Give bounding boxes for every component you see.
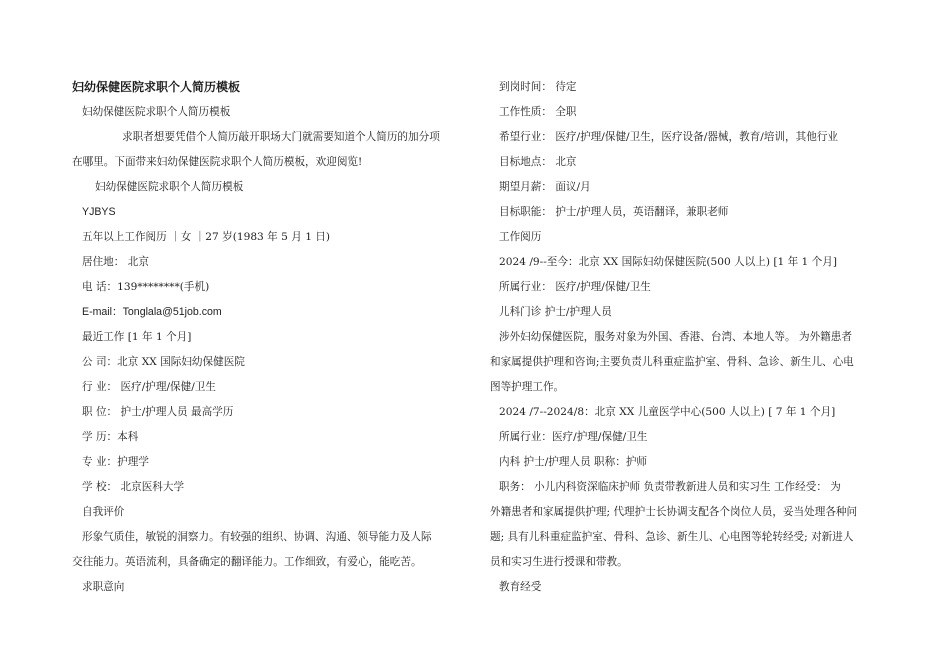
school-field: 学 校： 北京医科大学 — [82, 481, 185, 493]
major-field: 专 业：护理学 — [82, 456, 149, 468]
job2-dept: 内科 护士/护理人员 职称：护师 — [499, 456, 648, 468]
start-time-field: 到岗时间： 待定 — [499, 81, 577, 93]
position-field: 职 位： 护士/护理人员 最高学历 — [82, 406, 234, 418]
job1-period: 2024 /9--至今：北京 XX 国际妇幼保健医院(500 人以上) [1 年 1 个月] — [499, 256, 837, 268]
self-eval-line-1: 形象气质佳，敏锐的洞察力。有较强的组织、协调、沟通、领导能力及人际 — [82, 531, 432, 543]
summary-line: 五年以上工作阅历 ｜女 ｜27 岁(1983 年 5 月 1 日) — [82, 231, 331, 243]
job1-desc-line-3: 图等护理工作。 — [490, 381, 565, 393]
resume-code: YJBYS — [82, 206, 116, 218]
job1-dept: 儿科门诊 护士/护理人员 — [499, 306, 612, 318]
intro-line-2: 在哪里。下面带来妇幼保健医院求职个人简历模板，欢迎阅览! — [72, 156, 363, 168]
subtitle: 妇幼保健医院求职个人简历模板 — [82, 106, 231, 118]
desired-industry-field: 希望行业： 医疗/护理/保健/卫生，医疗设备/器械，教育/培训，其他行业 — [499, 131, 839, 143]
industry-field: 行 业： 医疗/护理/保健/卫生 — [82, 381, 216, 393]
job1-industry: 所属行业： 医疗/护理/保健/卫生 — [499, 281, 651, 293]
education-field: 学 历：本科 — [82, 431, 139, 443]
target-location-field: 目标地点： 北京 — [499, 156, 577, 168]
job1-desc-line-2: 和家属提供护理和咨询;主要负责儿科重症监护室、骨科、急诊、新生儿、心电 — [490, 356, 854, 368]
recent-work: 最近工作 [1 年 1 个月] — [82, 331, 192, 343]
work-history-heading: 工作阅历 — [499, 231, 542, 243]
job2-desc-line-3: 题; 具有儿科重症监护室、骨科、急诊、新生儿、心电图等轮转经受; 对新进人 — [490, 531, 854, 543]
self-eval-line-2: 交往能力。英语流利，具备确定的翻译能力。工作细致，有爱心，能吃苦。 — [72, 556, 422, 568]
intention-heading: 求职意向 — [82, 581, 125, 593]
target-job-field: 目标职能： 护士/护理人员，英语翻译，兼职老师 — [499, 206, 729, 218]
education-heading: 教育经受 — [499, 581, 542, 593]
company-field: 公 司：北京 XX 国际妇幼保健医院 — [82, 356, 245, 368]
job2-period: 2024 /7--2024/8：北京 XX 儿童医学中心(500 人以上) [ 7 年 1 个月] — [499, 406, 836, 418]
job1-desc-line-1: 涉外妇幼保健医院，服务对象为外国、香港、台湾、本地人等。 为外籍患者 — [499, 331, 852, 343]
job2-desc-line-2: 外籍患者和家属提供护理; 代理护士长协调支配各个岗位人员，妥当处理各种问 — [490, 506, 858, 518]
phone-field: 电 话：139********(手机) — [82, 281, 210, 293]
subtitle-2: 妇幼保健医院求职个人简历模板 — [95, 181, 244, 193]
job2-industry: 所属行业：医疗/护理/保健/卫生 — [499, 431, 648, 443]
self-eval-heading: 自我评价 — [82, 506, 125, 518]
email-field: E-mail：Tonglala@51job.com — [82, 306, 222, 318]
job2-desc-line-1: 职务： 小儿内科资深临床护师 负责带教新进人员和实习生 工作经受： 为 — [499, 481, 841, 493]
job-nature-field: 工作性质： 全职 — [499, 106, 577, 118]
residence-field: 居住地： 北京 — [82, 256, 149, 268]
expected-salary-field: 期望月薪： 面议/月 — [499, 181, 591, 193]
intro-line-1: 求职者想要凭借个人简历敲开职场大门就需要知道个人简历的加分项 — [122, 131, 440, 143]
document-title: 妇幼保健医院求职个人简历模板 — [72, 80, 241, 94]
job2-desc-line-4: 员和实习生进行授课和带教。 — [490, 556, 628, 568]
